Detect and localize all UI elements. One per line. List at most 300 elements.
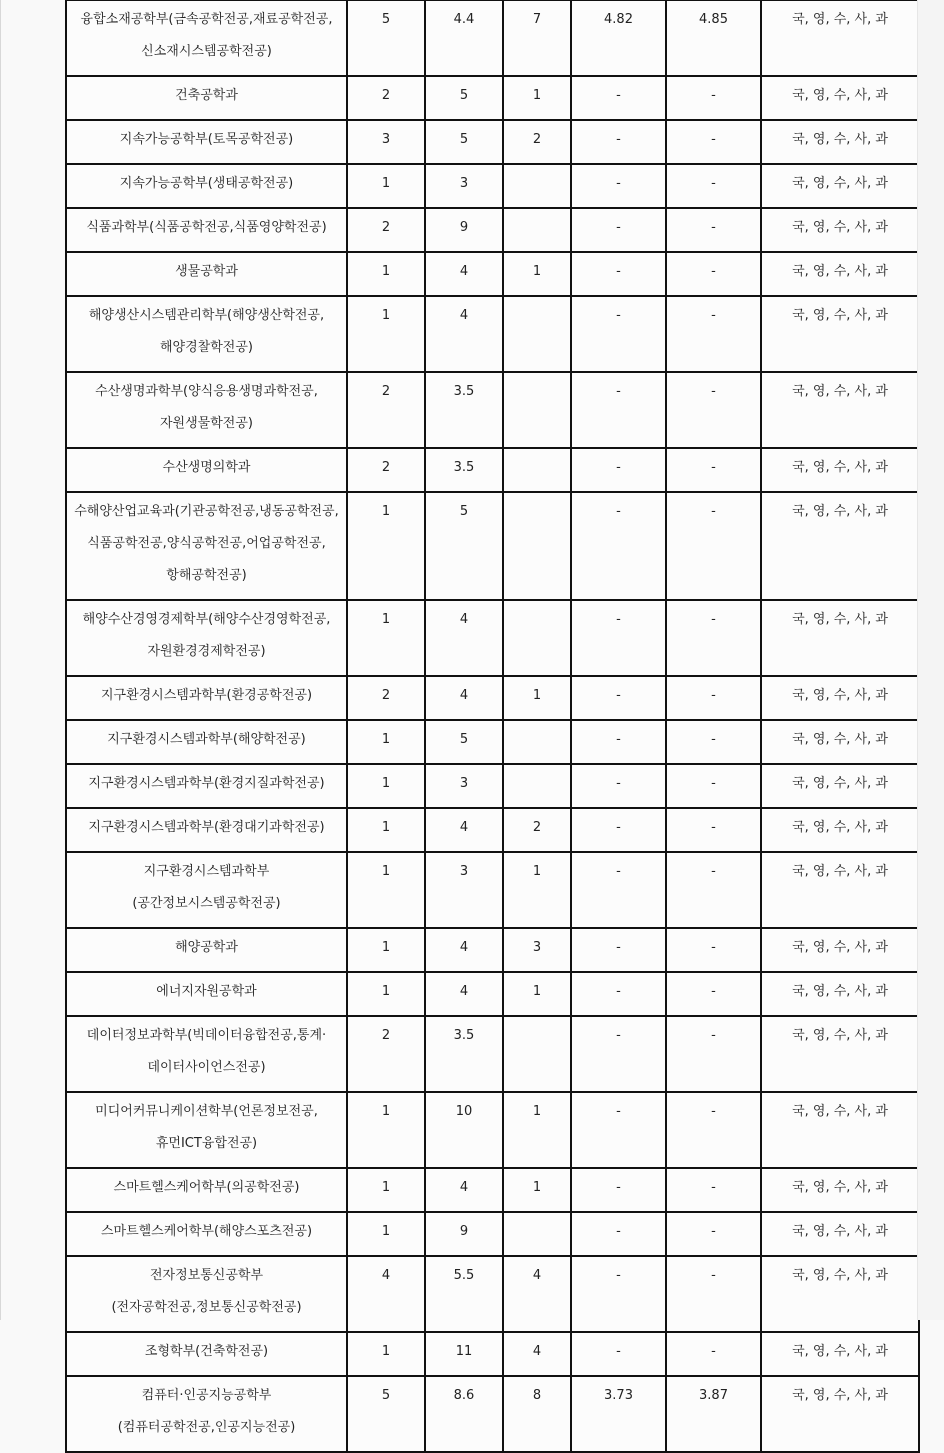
recruit-count: 1 — [381, 776, 391, 791]
additional-pass: 8 — [532, 1388, 542, 1403]
subjects-cell — [761, 252, 919, 296]
competition-ratio-cell — [425, 972, 503, 1016]
grade-avg: - — [616, 820, 621, 835]
subjects: 국, 영, 수, 사, 과 — [792, 1028, 888, 1043]
grade-avg: - — [616, 984, 621, 999]
recruit-count: 2 — [381, 384, 391, 399]
department-cell — [66, 492, 347, 600]
subjects-cell — [761, 1168, 919, 1212]
recruit-count: 1 — [381, 308, 391, 323]
competition-ratio: 10 — [455, 1104, 473, 1119]
grade-cut-cell — [666, 852, 761, 928]
recruit-count-cell — [347, 1016, 425, 1092]
competition-ratio-cell — [425, 296, 503, 372]
department-name: 식품과학부(식품공학전공,식품영양학전공) — [86, 220, 327, 235]
competition-ratio-cell — [425, 372, 503, 448]
grade-avg: - — [616, 732, 621, 747]
additional-pass-cell — [503, 76, 571, 120]
grade-cut-cell — [666, 1092, 761, 1168]
additional-pass: 1 — [532, 864, 542, 879]
additional-pass-cell — [503, 0, 571, 76]
grade-avg-cell — [571, 852, 666, 928]
recruit-count: 1 — [381, 612, 391, 627]
subjects-cell — [761, 1212, 919, 1256]
competition-ratio: 5.5 — [453, 1268, 475, 1283]
recruit-count: 2 — [381, 460, 391, 475]
recruit-count: 1 — [381, 1224, 391, 1239]
recruit-count: 1 — [381, 176, 391, 191]
recruit-count: 2 — [381, 688, 391, 703]
table-row — [66, 372, 919, 448]
department-name: 해양공학과 — [175, 940, 238, 955]
grade-avg: - — [616, 88, 621, 103]
department-name: 생물공학과 — [175, 264, 238, 279]
subjects: 국, 영, 수, 사, 과 — [792, 864, 888, 879]
department-name: 해양수산경영경제학부(해양수산경영학전공,자원환경경제학전공) — [82, 612, 331, 659]
additional-pass-cell — [503, 208, 571, 252]
grade-avg-cell — [571, 972, 666, 1016]
additional-pass — [510, 493, 564, 496]
recruit-count-cell — [347, 0, 425, 76]
table-row — [66, 296, 919, 372]
department-name: 지구환경시스템과학부(공간정보시스템공학전공) — [132, 864, 281, 911]
table-row — [66, 1168, 919, 1212]
subjects-cell — [761, 76, 919, 120]
recruit-count-cell — [347, 676, 425, 720]
subjects-cell — [761, 1332, 919, 1376]
grade-cut-cell — [666, 720, 761, 764]
subjects: 국, 영, 수, 사, 과 — [792, 940, 888, 955]
recruit-count: 1 — [381, 1104, 391, 1119]
table-row — [66, 1016, 919, 1092]
competition-ratio-cell — [425, 120, 503, 164]
competition-ratio: 3 — [459, 864, 469, 879]
department-name: 스마트헬스케어학부(해양스포츠전공) — [100, 1224, 313, 1239]
additional-pass — [510, 601, 564, 604]
competition-ratio-cell — [425, 764, 503, 808]
grade-avg-cell — [571, 1016, 666, 1092]
department-cell — [66, 852, 347, 928]
department-cell — [66, 720, 347, 764]
department-cell — [66, 676, 347, 720]
subjects-cell — [761, 492, 919, 600]
department-cell — [66, 164, 347, 208]
grade-cut: - — [711, 1268, 716, 1283]
department-name: 조형학부(건축학전공) — [144, 1344, 269, 1359]
table-row — [66, 972, 919, 1016]
competition-ratio-cell — [425, 1168, 503, 1212]
subjects-cell — [761, 448, 919, 492]
additional-pass — [510, 373, 564, 376]
department-name: 융합소재공학부(금속공학전공,재료공학전공,신소재시스템공학전공) — [80, 12, 333, 59]
competition-ratio-cell — [425, 1016, 503, 1092]
competition-ratio: 4 — [459, 612, 469, 627]
recruit-count: 1 — [381, 984, 391, 999]
grade-cut-cell — [666, 764, 761, 808]
competition-ratio: 3.5 — [453, 384, 475, 399]
grade-cut: - — [711, 132, 716, 147]
department-cell — [66, 448, 347, 492]
additional-pass: 2 — [532, 820, 542, 835]
additional-pass-cell — [503, 1168, 571, 1212]
grade-avg: - — [616, 940, 621, 955]
competition-ratio-cell — [425, 76, 503, 120]
recruit-count-cell — [347, 928, 425, 972]
recruit-count-cell — [347, 448, 425, 492]
grade-cut: 4.85 — [699, 12, 728, 27]
department-cell — [66, 1212, 347, 1256]
recruit-count: 1 — [381, 1344, 391, 1359]
department-cell — [66, 764, 347, 808]
competition-ratio-cell — [425, 1332, 503, 1376]
competition-ratio: 4 — [459, 820, 469, 835]
recruit-count: 4 — [381, 1268, 391, 1283]
subjects: 국, 영, 수, 사, 과 — [792, 776, 888, 791]
additional-pass — [510, 1017, 564, 1020]
recruit-count: 3 — [381, 132, 391, 147]
recruit-count-cell — [347, 296, 425, 372]
additional-pass-cell — [503, 296, 571, 372]
competition-ratio-cell — [425, 492, 503, 600]
table-row — [66, 120, 919, 164]
recruit-count: 1 — [381, 820, 391, 835]
competition-ratio: 3 — [459, 776, 469, 791]
department-name: 수해양산업교육과(기관공학전공,냉동공학전공,식품공학전공,양식공학전공,어업공학전공,항해공학전공) — [74, 504, 339, 583]
department-name: 수산생명과학부(양식응용생명과학전공,자원생물학전공) — [95, 384, 318, 431]
grade-cut-cell — [666, 0, 761, 76]
grade-avg: - — [616, 1104, 621, 1119]
competition-ratio-cell — [425, 448, 503, 492]
subjects-cell — [761, 852, 919, 928]
department-name: 지구환경시스템과학부(환경대기과학전공) — [88, 820, 325, 835]
grade-cut: - — [711, 776, 716, 791]
subjects-cell — [761, 764, 919, 808]
competition-ratio: 9 — [459, 1224, 469, 1239]
grade-avg: - — [616, 1268, 621, 1283]
grade-avg: - — [616, 384, 621, 399]
additional-pass-cell — [503, 600, 571, 676]
subjects-cell — [761, 164, 919, 208]
competition-ratio-cell — [425, 0, 503, 76]
additional-pass-cell — [503, 972, 571, 1016]
additional-pass-cell — [503, 492, 571, 600]
recruit-count-cell — [347, 1332, 425, 1376]
grade-cut: - — [711, 1224, 716, 1239]
additional-pass-cell — [503, 852, 571, 928]
additional-pass-cell — [503, 372, 571, 448]
department-name: 지구환경시스템과학부(환경지질과학전공) — [88, 776, 325, 791]
grade-avg-cell — [571, 76, 666, 120]
subjects: 국, 영, 수, 사, 과 — [792, 1224, 888, 1239]
competition-ratio: 5 — [459, 504, 469, 519]
table-row — [66, 1212, 919, 1256]
grade-cut: - — [711, 940, 716, 955]
table-row — [66, 208, 919, 252]
subjects-cell — [761, 120, 919, 164]
grade-cut-cell — [666, 972, 761, 1016]
recruit-count-cell — [347, 1212, 425, 1256]
grade-cut: - — [711, 612, 716, 627]
grade-avg-cell — [571, 208, 666, 252]
department-name: 에너지자원공학과 — [156, 984, 257, 999]
subjects-cell — [761, 600, 919, 676]
department-name: 지속가능공학부(토목공학전공) — [119, 132, 294, 147]
grade-cut-cell — [666, 372, 761, 448]
grade-cut: - — [711, 1344, 716, 1359]
subjects-cell — [761, 372, 919, 448]
competition-ratio: 5 — [459, 132, 469, 147]
competition-ratio: 4 — [459, 688, 469, 703]
grade-avg: - — [616, 504, 621, 519]
recruit-count-cell — [347, 1168, 425, 1212]
grade-cut: - — [711, 384, 716, 399]
grade-cut-cell — [666, 448, 761, 492]
subjects: 국, 영, 수, 사, 과 — [792, 1104, 888, 1119]
additional-pass: 7 — [532, 12, 542, 27]
table-row — [66, 808, 919, 852]
recruit-count-cell — [347, 764, 425, 808]
competition-ratio-cell — [425, 164, 503, 208]
recruit-count: 5 — [381, 12, 391, 27]
recruit-count-cell — [347, 720, 425, 764]
department-cell — [66, 1168, 347, 1212]
grade-cut: 3.87 — [699, 1388, 728, 1403]
recruit-count-cell — [347, 1092, 425, 1168]
department-cell — [66, 1376, 347, 1452]
competition-ratio: 4.4 — [453, 12, 475, 27]
grade-cut-cell — [666, 1212, 761, 1256]
subjects-cell — [761, 676, 919, 720]
department-cell — [66, 208, 347, 252]
subjects-cell — [761, 972, 919, 1016]
grade-cut-cell — [666, 1168, 761, 1212]
competition-ratio: 3.5 — [453, 1028, 475, 1043]
grade-cut: - — [711, 1180, 716, 1195]
grade-cut: - — [711, 820, 716, 835]
subjects: 국, 영, 수, 사, 과 — [792, 12, 888, 27]
competition-ratio-cell — [425, 1376, 503, 1452]
additional-pass-cell — [503, 1332, 571, 1376]
grade-avg-cell — [571, 372, 666, 448]
recruit-count: 1 — [381, 504, 391, 519]
additional-pass-cell — [503, 928, 571, 972]
subjects-cell — [761, 1016, 919, 1092]
table-row — [66, 1092, 919, 1168]
additional-pass: 1 — [532, 1180, 542, 1195]
grade-cut-cell — [666, 1256, 761, 1332]
table-row — [66, 928, 919, 972]
additional-pass-cell — [503, 676, 571, 720]
grade-cut-cell — [666, 928, 761, 972]
grade-cut: - — [711, 460, 716, 475]
subjects: 국, 영, 수, 사, 과 — [792, 176, 888, 191]
competition-ratio: 9 — [459, 220, 469, 235]
subjects-cell — [761, 1092, 919, 1168]
table-row — [66, 492, 919, 600]
grade-avg: 3.73 — [604, 1388, 633, 1403]
grade-cut-cell — [666, 1376, 761, 1452]
grade-avg-cell — [571, 0, 666, 76]
subjects-cell — [761, 0, 919, 76]
grade-cut: - — [711, 1104, 716, 1119]
subjects: 국, 영, 수, 사, 과 — [792, 132, 888, 147]
table-row — [66, 764, 919, 808]
grade-cut-cell — [666, 296, 761, 372]
grade-avg-cell — [571, 808, 666, 852]
table-row — [66, 448, 919, 492]
recruit-count-cell — [347, 808, 425, 852]
additional-pass-cell — [503, 1212, 571, 1256]
recruit-count-cell — [347, 1256, 425, 1332]
recruit-count: 5 — [381, 1388, 391, 1403]
department-name: 수산생명의학과 — [162, 460, 251, 475]
recruit-count-cell — [347, 208, 425, 252]
subjects: 국, 영, 수, 사, 과 — [792, 460, 888, 475]
department-name: 전자정보통신공학부 (전자공학전공,정보통신공학전공) — [111, 1268, 302, 1315]
competition-ratio: 4 — [459, 940, 469, 955]
additional-pass-cell — [503, 1256, 571, 1332]
grade-cut: - — [711, 308, 716, 323]
subjects-cell — [761, 1376, 919, 1452]
competition-ratio-cell — [425, 1212, 503, 1256]
additional-pass — [510, 449, 564, 452]
grade-avg: - — [616, 220, 621, 235]
recruit-count-cell — [347, 164, 425, 208]
admission-results-table — [65, 0, 920, 1453]
grade-avg: - — [616, 308, 621, 323]
additional-pass: 3 — [532, 940, 542, 955]
grade-avg-cell — [571, 676, 666, 720]
department-cell — [66, 372, 347, 448]
table-row — [66, 1332, 919, 1376]
grade-avg: - — [616, 1028, 621, 1043]
competition-ratio: 5 — [459, 732, 469, 747]
recruit-count: 2 — [381, 220, 391, 235]
additional-pass-cell — [503, 808, 571, 852]
grade-cut-cell — [666, 600, 761, 676]
additional-pass-cell — [503, 252, 571, 296]
grade-cut: - — [711, 220, 716, 235]
additional-pass: 1 — [532, 688, 542, 703]
grade-cut: - — [711, 88, 716, 103]
grade-avg: - — [616, 688, 621, 703]
grade-avg: - — [616, 864, 621, 879]
subjects: 국, 영, 수, 사, 과 — [792, 220, 888, 235]
competition-ratio-cell — [425, 1092, 503, 1168]
additional-pass: 1 — [532, 984, 542, 999]
grade-cut-cell — [666, 1332, 761, 1376]
recruit-count: 1 — [381, 264, 391, 279]
grade-cut-cell — [666, 1016, 761, 1092]
grade-avg-cell — [571, 164, 666, 208]
subjects: 국, 영, 수, 사, 과 — [792, 984, 888, 999]
competition-ratio: 4 — [459, 308, 469, 323]
table-row — [66, 76, 919, 120]
additional-pass-cell — [503, 764, 571, 808]
department-cell — [66, 600, 347, 676]
additional-pass — [510, 165, 564, 168]
grade-avg-cell — [571, 1376, 666, 1452]
grade-avg-cell — [571, 1332, 666, 1376]
additional-pass — [510, 721, 564, 724]
department-cell — [66, 972, 347, 1016]
recruit-count: 2 — [381, 88, 391, 103]
competition-ratio: 8.6 — [453, 1388, 475, 1403]
department-name: 스마트헬스케어학부(의공학전공) — [113, 1180, 300, 1195]
department-name: 지속가능공학부(생태공학전공) — [119, 176, 294, 191]
scrollbar-track[interactable] — [917, 0, 944, 1320]
grade-cut-cell — [666, 208, 761, 252]
department-name: 컴퓨터·인공지능공학부 (컴퓨터공학전공,인공지능전공) — [117, 1388, 296, 1435]
subjects-cell — [761, 808, 919, 852]
additional-pass-cell — [503, 720, 571, 764]
grade-cut: - — [711, 264, 716, 279]
grade-cut: - — [711, 984, 716, 999]
table-row — [66, 0, 919, 76]
recruit-count-cell — [347, 972, 425, 1016]
grade-avg-cell — [571, 448, 666, 492]
grade-avg-cell — [571, 492, 666, 600]
table-row — [66, 1256, 919, 1332]
subjects-cell — [761, 208, 919, 252]
grade-avg: - — [616, 612, 621, 627]
grade-avg: - — [616, 176, 621, 191]
grade-avg-cell — [571, 720, 666, 764]
grade-avg: - — [616, 460, 621, 475]
grade-avg-cell — [571, 1092, 666, 1168]
recruit-count-cell — [347, 76, 425, 120]
subjects: 국, 영, 수, 사, 과 — [792, 1388, 888, 1403]
grade-avg: - — [616, 776, 621, 791]
competition-ratio-cell — [425, 852, 503, 928]
competition-ratio: 4 — [459, 984, 469, 999]
grade-cut-cell — [666, 252, 761, 296]
subjects: 국, 영, 수, 사, 과 — [792, 384, 888, 399]
additional-pass — [510, 297, 564, 300]
grade-cut: - — [711, 1028, 716, 1043]
grade-avg: - — [616, 264, 621, 279]
table-row — [66, 164, 919, 208]
department-cell — [66, 1016, 347, 1092]
subjects: 국, 영, 수, 사, 과 — [792, 820, 888, 835]
recruit-count: 1 — [381, 732, 391, 747]
competition-ratio: 4 — [459, 264, 469, 279]
subjects: 국, 영, 수, 사, 과 — [792, 1344, 888, 1359]
subjects: 국, 영, 수, 사, 과 — [792, 264, 888, 279]
grade-avg-cell — [571, 120, 666, 164]
grade-avg: - — [616, 132, 621, 147]
department-cell — [66, 296, 347, 372]
subjects: 국, 영, 수, 사, 과 — [792, 688, 888, 703]
recruit-count-cell — [347, 492, 425, 600]
competition-ratio: 4 — [459, 1180, 469, 1195]
grade-avg-cell — [571, 600, 666, 676]
table-row — [66, 720, 919, 764]
additional-pass — [510, 209, 564, 212]
department-cell — [66, 808, 347, 852]
additional-pass: 2 — [532, 132, 542, 147]
additional-pass-cell — [503, 120, 571, 164]
additional-pass: 1 — [532, 1104, 542, 1119]
department-name: 해양생산시스템관리학부(해양생산학전공,해양경찰학전공) — [88, 308, 325, 355]
recruit-count-cell — [347, 252, 425, 296]
grade-cut: - — [711, 504, 716, 519]
additional-pass-cell — [503, 448, 571, 492]
department-cell — [66, 252, 347, 296]
subjects: 국, 영, 수, 사, 과 — [792, 1180, 888, 1195]
grade-avg-cell — [571, 928, 666, 972]
competition-ratio-cell — [425, 720, 503, 764]
